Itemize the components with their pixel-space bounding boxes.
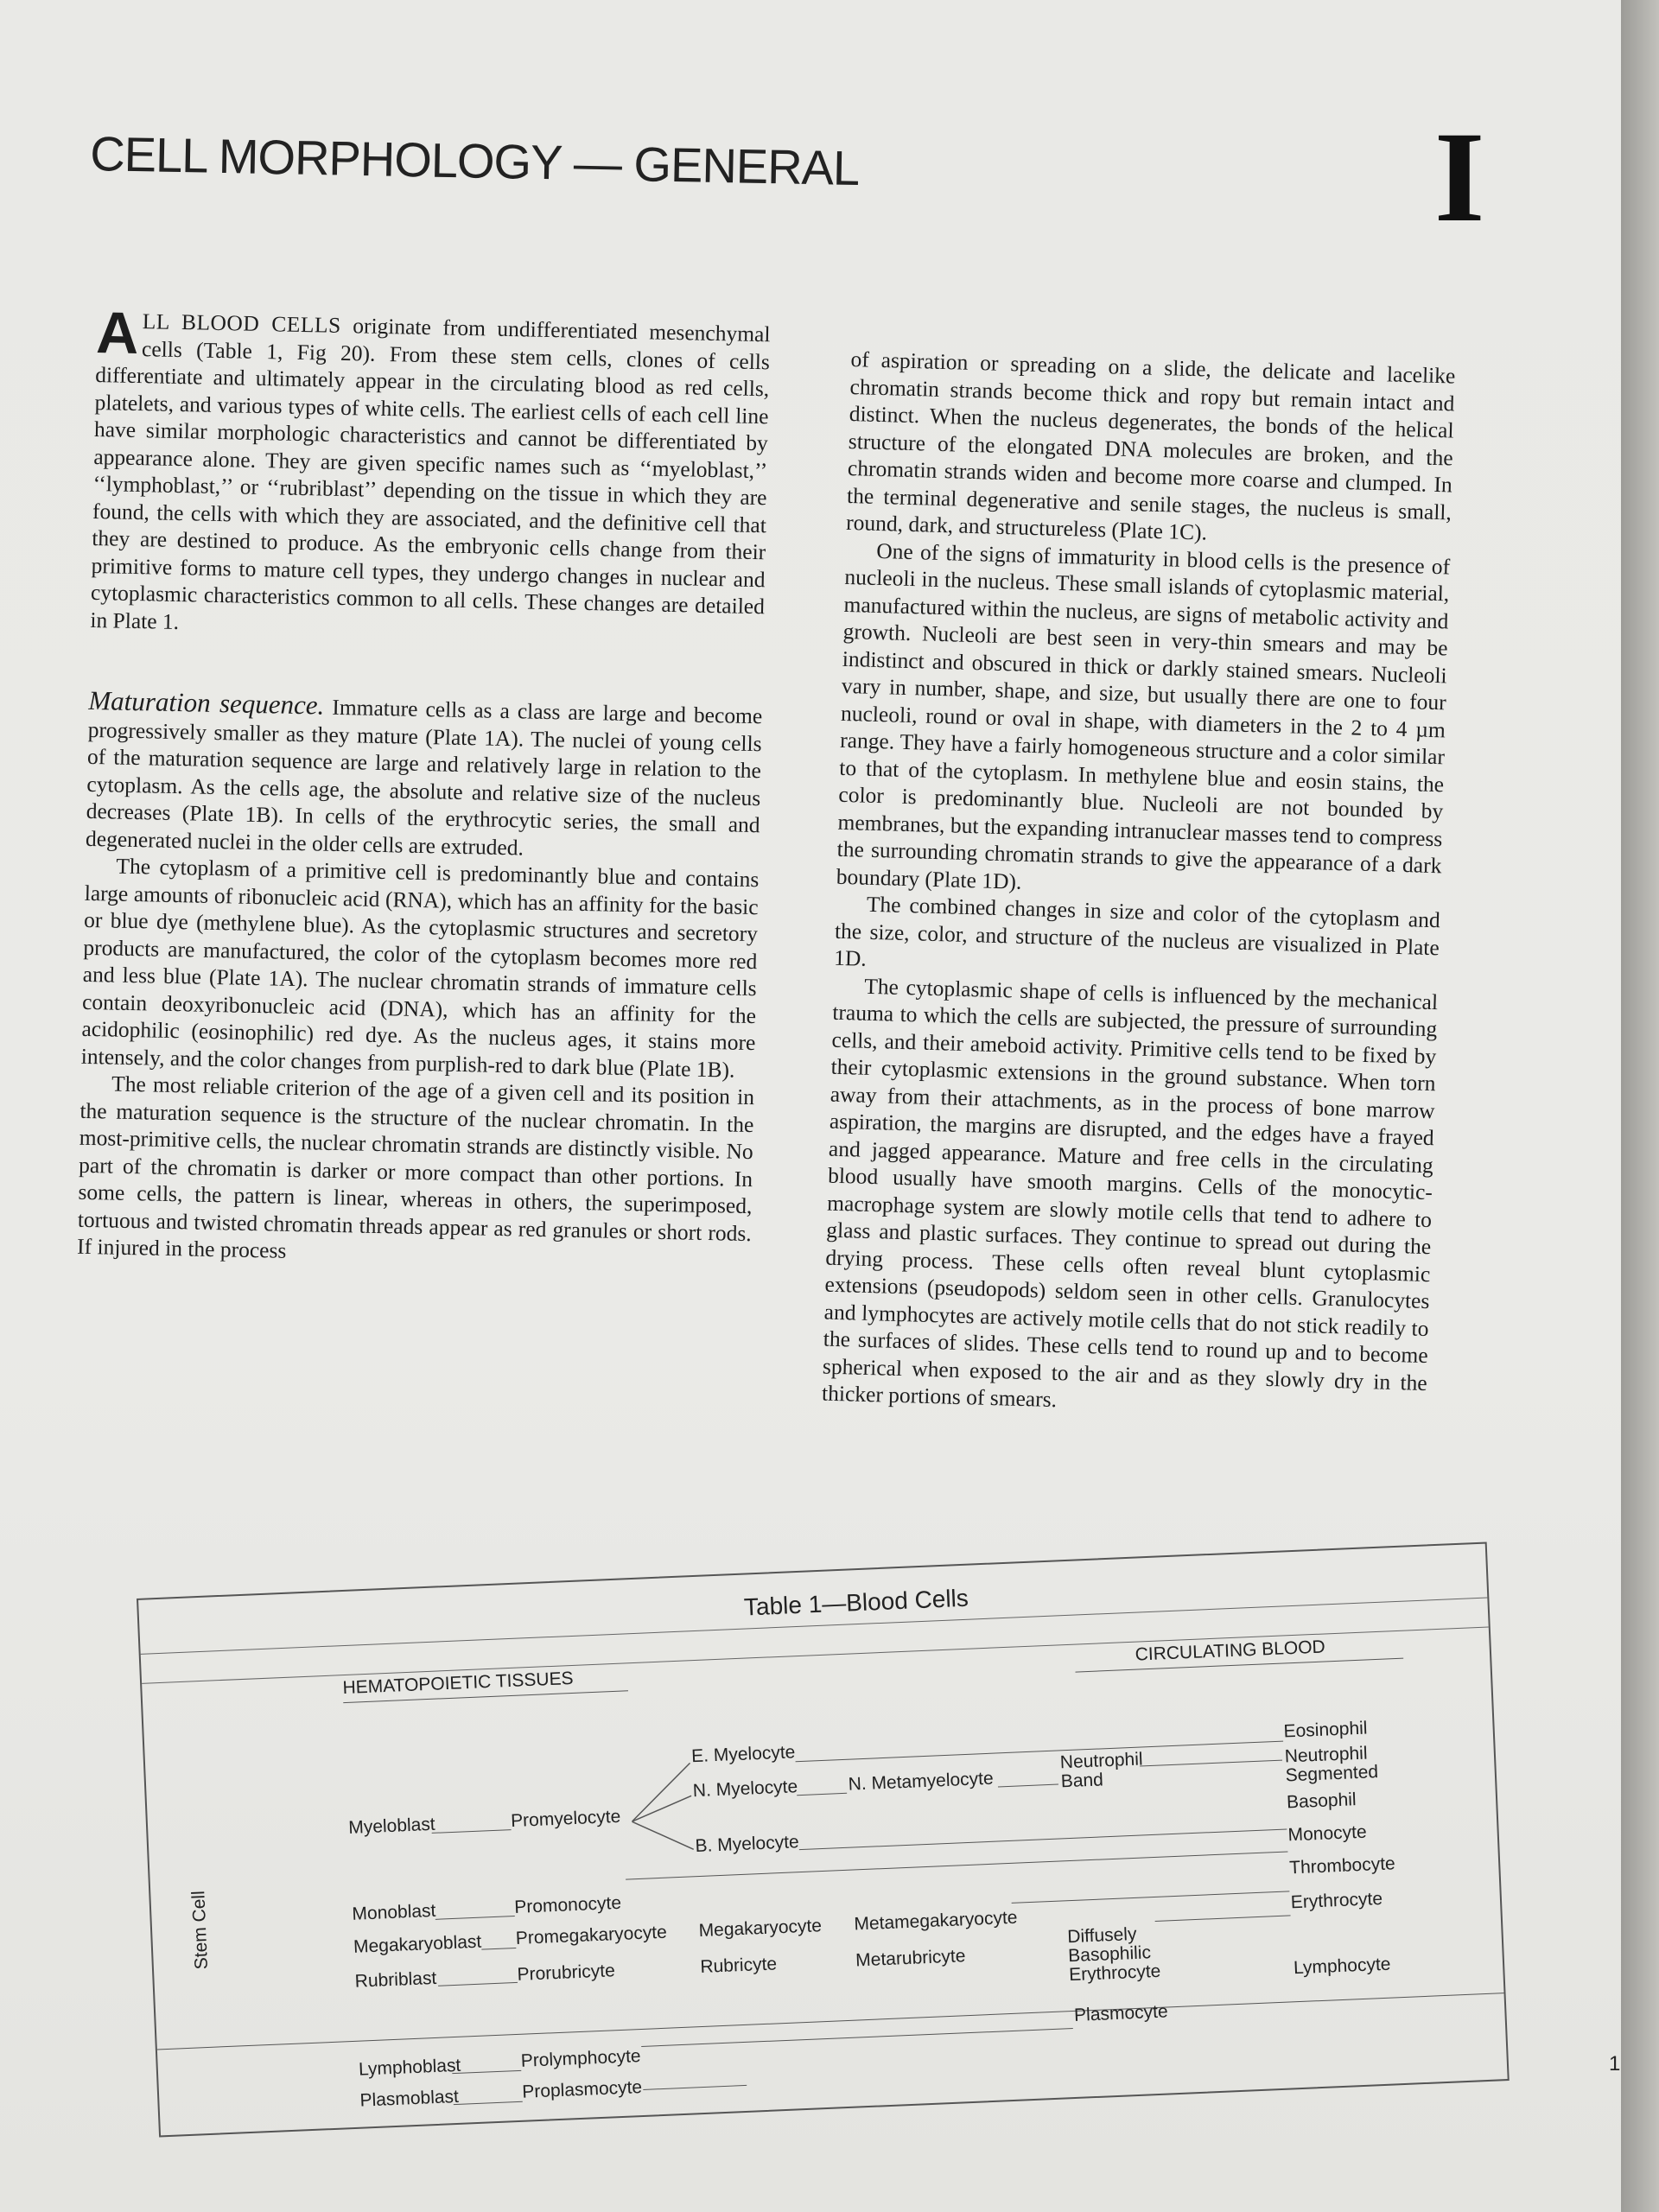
thrombocyte: Thrombocyte [1288, 1853, 1396, 1878]
neutrophil-band: Neutrophil Band [1059, 1749, 1144, 1792]
section-heading: Maturation sequence. [88, 684, 325, 721]
metarubricyte: Metarubricyte [855, 1946, 966, 1971]
table-title: Table 1—Blood Cells [743, 1584, 969, 1621]
myelocyte-branch-lines [629, 1754, 702, 1860]
intro-text: originate from undifferentiated mesenchymal cells (Table 1, Fig 20). From these stem cells, clones of cells differentiate and ultimately appear in the circulating blood as red cells, platelets, and various types of white cells. The earliest cells of each cell line have similar morphologic characteristics and cannot be differentiated by appearance alone. They are given specific names such as ‘‘myeloblast,’’ ‘‘lymphoblast,’’ or ‘‘rubriblast’’ depending on the tissue in which they are found, the cells with which they are associated, and the definitive cell that they are destined to produce. As the embryonic cells change from their primitive forms to mature cell types, they undergo changes in nuclear and cytoplasmic characteristics common to all cells. These changes are detailed in Plate 1. [90, 312, 771, 634]
basophil: Basophil [1286, 1789, 1357, 1813]
prorubricyte: Prorubricyte [517, 1961, 616, 1985]
metamegakaryocyte: Metamegakaryocyte [854, 1907, 1018, 1935]
b-myelocyte: B. Myelocyte [695, 1832, 800, 1857]
e-myelocyte: E. Myelocyte [690, 1742, 796, 1767]
proplasmocyte: Proplasmocyte [521, 2077, 643, 2102]
n-metamyelocyte: N. Metamyelocyte [848, 1768, 995, 1795]
chapter-title: CELL MORPHOLOGY — GENERAL [89, 125, 860, 196]
prolymphocyte: Prolymphocyte [520, 2046, 642, 2071]
right-column [822, 346, 1456, 1424]
n-myelocyte: N. Myelocyte [692, 1777, 798, 1802]
lymphocyte: Lymphocyte [1293, 1954, 1391, 1979]
right-paragraph-2: One of the signs of immaturity in blood cells is the presence of nucleoli in the nucleus. These small islands of cytoplasmic material, manufactured within the nucleus, are signs of metabolic activity and growth. Nucleoli are best seen in very-thin smears and may be indistinct and obscured in thick or darkly stained smears. Nucleoli vary in number, shape, and size, but usually there are one to four nucleoli, round or oval in shape, with diameters in the 2 to 4 µm range. They have a fairly homogeneous structure and a color similar to that of the cytoplasm. In methylene blue and eosin stains, the color is predominantly blue. Nucleoli are not bounded by membranes, but the expanding intranuclear masses tend to compress the surrounding chromatin strands to give the appearance of a dark boundary (Plate 1D). [836, 537, 1451, 894]
plasmoblast: Plasmoblast [359, 2086, 460, 2111]
circulating-header: CIRCULATING BLOOD [1135, 1637, 1326, 1665]
page-number: 1 [1609, 2052, 1621, 2075]
chapter-number: I [1434, 105, 1485, 249]
right-paragraph-4: The cytoplasmic shape of cells is influenced by the mechanical trauma to which the cells are subjected, the pressure of surrounding cells, and their ameboid activity. Primitive cells tend to be fixed by their cytoplasmic extensions in the ground substance. When torn away from their attachments, as in the process of bone marrow aspiration, the margins are disrupted, and the edges have a frayed and jagged appearance. Mature and free cells in the circulating blood usually have smooth margins. Cells of the monocytic-macrophage system are slowly motile cells that tend to adhere to glass and plastic surfaces. They continue to spread out during the drying process. These cells often reveal blunt cytoplasmic extensions (pseudopods) seldom seen in other cells. Granulocytes and lymphocytes are actively motile cells that do not stick readily to the surfaces of slides. These cells tend to round up and to become spherical when exposed to the air and as they slowly dry in the thicker portions of smears. [821, 973, 1439, 1413]
maturation-paragraph-1: Maturation sequence. Immature cells as a class are large and become progressively smaller as they mature (Plate 1A). The nuclei of young cells of the maturation sequence are large and relatively large in relation to the cytoplasm. As the cells age, the absolute and relative size of the nucleus decreases (Plate 1B). In cells of the erythrocytic series, the small and degenerated nuclei in the older cells are extruded. [85, 684, 763, 860]
promyelocyte: Promyelocyte [510, 1806, 621, 1832]
stem-cell-label: Stem Cell [188, 1890, 213, 1970]
neutrophil-segmented: Neutrophil Segmented [1284, 1743, 1379, 1786]
drop-cap: A [95, 300, 140, 367]
left-column [76, 300, 771, 1274]
rubriblast: Rubriblast [354, 1967, 437, 1992]
promonocyte: Promonocyte [513, 1892, 622, 1917]
promegakaryocyte: Promegakaryocyte [515, 1922, 668, 1948]
megakaryoblast: Megakaryoblast [353, 1931, 482, 1957]
hematopoietic-header: HEMATOPOIETIC TISSUES [342, 1668, 575, 1699]
right-paragraph-3: The combined changes in size and color of the cytoplasm and the size, color, and structure of the nucleus are visualized in Plate 1D. [833, 891, 1441, 971]
maturation-paragraph-3: The most reliable criterion of the age of a given cell and its position in the maturation sequence is the structure of the nuclear chromatin. In the most-primitive cells, the nuclear chromatin strands are distinctly visible. No part of the chromatin is darker or more compact than other portions. In some cells, the pattern is linear, whereas in others, the superimposed, tortuous and twisted chromatin threads appear as red granules or short rods. If injured in the process [76, 1071, 755, 1263]
rubricyte: Rubricyte [699, 1954, 778, 1978]
megakaryocyte: Megakaryocyte [698, 1916, 823, 1942]
eosinophil: Eosinophil [1283, 1718, 1368, 1742]
right-paragraph-1: of aspiration or spreading on a slide, the delicate and lacelike chromatin strands become thick and ropy but remain intact and distinct. When the nucleus degenerates, the bonds of the helical structure of the elongated DNA molecules are broken, and the chromatin strands widen and become more coarse and clumped. In the terminal degenerative and senile stages, the nucleus is small, round, dark, and structureless (Plate 1C). [845, 346, 1456, 545]
blood-cells-table [137, 1542, 1510, 2138]
lymphoblast: Lymphoblast [358, 2055, 461, 2080]
intro-paragraph [90, 300, 771, 647]
erythrocyte: Erythrocyte [1290, 1888, 1383, 1913]
lead-smallcaps: LL BLOOD CELLS [142, 308, 342, 338]
page-edge [1621, 0, 1659, 2212]
maturation-paragraph-2: The cytoplasm of a primitive cell is predominantly blue and contains large amounts of ribonucleic acid (RNA), which has an affinity for the basic or blue dye (methylene blue). As the cytoplasmic structures and secretory products are manufactured, the color of the cytoplasm becomes more red and less blue (Plate 1A). The nuclear chromatin strands of immature cells contain deoxyribonucleic acid (DNA), which has an affinity for the acidophilic (eosinophilic) red dye. As the nucleus ages, it stains more intensely, and the color changes from purplish-red to dark blue (Plate 1B). [80, 853, 760, 1083]
diffusely-basophilic-erythrocyte: Diffusely Basophilic Erythrocyte [1066, 1923, 1161, 1986]
monoblast: Monoblast [352, 1900, 436, 1924]
plasmocyte: Plasmocyte [1073, 2001, 1169, 2025]
myeloblast: Myeloblast [347, 1814, 436, 1838]
monocyte: Monocyte [1287, 1821, 1368, 1846]
